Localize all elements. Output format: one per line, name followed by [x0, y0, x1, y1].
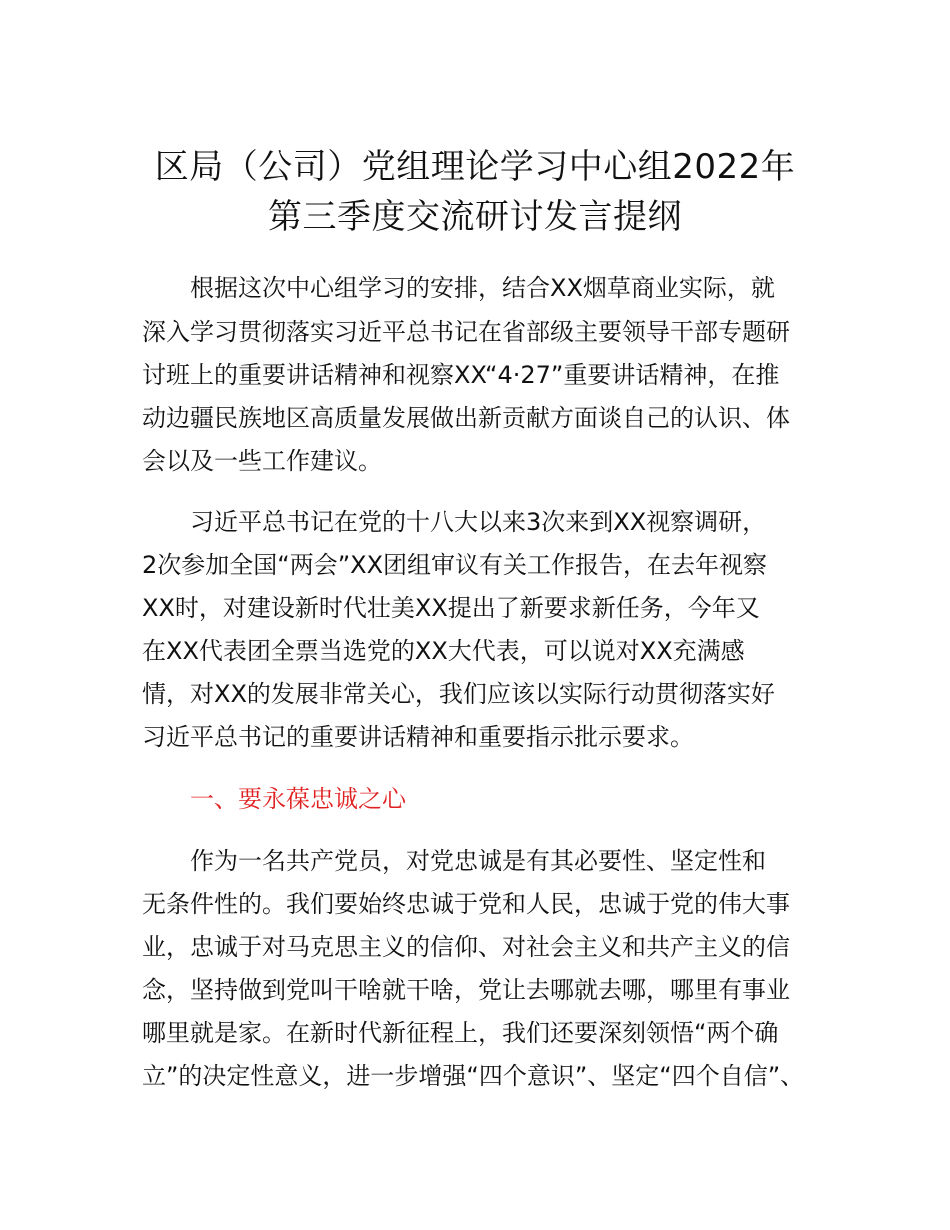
paragraph-1-line-4: 动边疆民族地区高质量发展做出新贡献方面谈自己的认识、体 — [142, 404, 790, 432]
paragraph-2-line-4: 在XX代表团全票当选党的XX大代表，可以说对XX充满感 — [142, 637, 745, 665]
paragraph-3-line-4: 念，坚持做到党叫干啥就干啥，党让去哪就去哪，哪里有事业 — [142, 976, 790, 1004]
paragraph-1-line-5: 会以及一些工作建议。 — [142, 447, 382, 475]
paragraph-3-line-3: 业，忠诚于对马克思主义的信仰、对社会主义和共产主义的信 — [142, 933, 790, 961]
paragraph-1-line-3: 讨班上的重要讲话精神和视察XX“4·27”重要讲话精神，在推 — [142, 361, 780, 389]
document-title-line-1: 区局（公司）党组理论学习中心组2022年 — [154, 147, 796, 187]
paragraph-1-line-2: 深入学习贯彻落实习近平总书记在省部级主要领导干部专题研 — [142, 318, 790, 346]
paragraph-2-line-3: XX时，对建设新时代壮美XX提出了新要求新任务，今年又 — [142, 594, 760, 622]
paragraph-2-line-5: 情，对XX的发展非常关心，我们应该以实际行动贯彻落实好 — [142, 680, 775, 708]
document-title-line-2: 第三季度交流研讨发言提纲 — [268, 197, 682, 237]
paragraph-3-line-6: 立”的决定性意义，进一步增强“四个意识”、坚定“四个自信”、 — [142, 1062, 805, 1090]
paragraph-2-line-2: 2次参加全国“两会”XX团组审议有关工作报告，在去年视察 — [142, 551, 768, 579]
paragraph-3-line-5: 哪里就是家。在新时代新征程上，我们还要深刻领悟“两个确 — [142, 1019, 779, 1047]
paragraph-3-line-1: 作为一名共产党员，对党忠诚是有其必要性、坚定性和 — [190, 847, 766, 875]
paragraph-1-line-1: 根据这次中心组学习的安排，结合XX烟草商业实际，就 — [190, 274, 775, 302]
paragraph-2-line-6: 习近平总书记的重要讲话精神和重要指示批示要求。 — [142, 723, 694, 751]
paragraph-2-line-1: 习近平总书记在党的十八大以来3次来到XX视察调研， — [190, 508, 767, 536]
paragraph-3-line-2: 无条件性的。我们要始终忠诚于党和人民，忠诚于党的伟大事 — [142, 890, 790, 918]
section-heading-1: 一、要永葆忠诚之心 — [190, 785, 406, 813]
